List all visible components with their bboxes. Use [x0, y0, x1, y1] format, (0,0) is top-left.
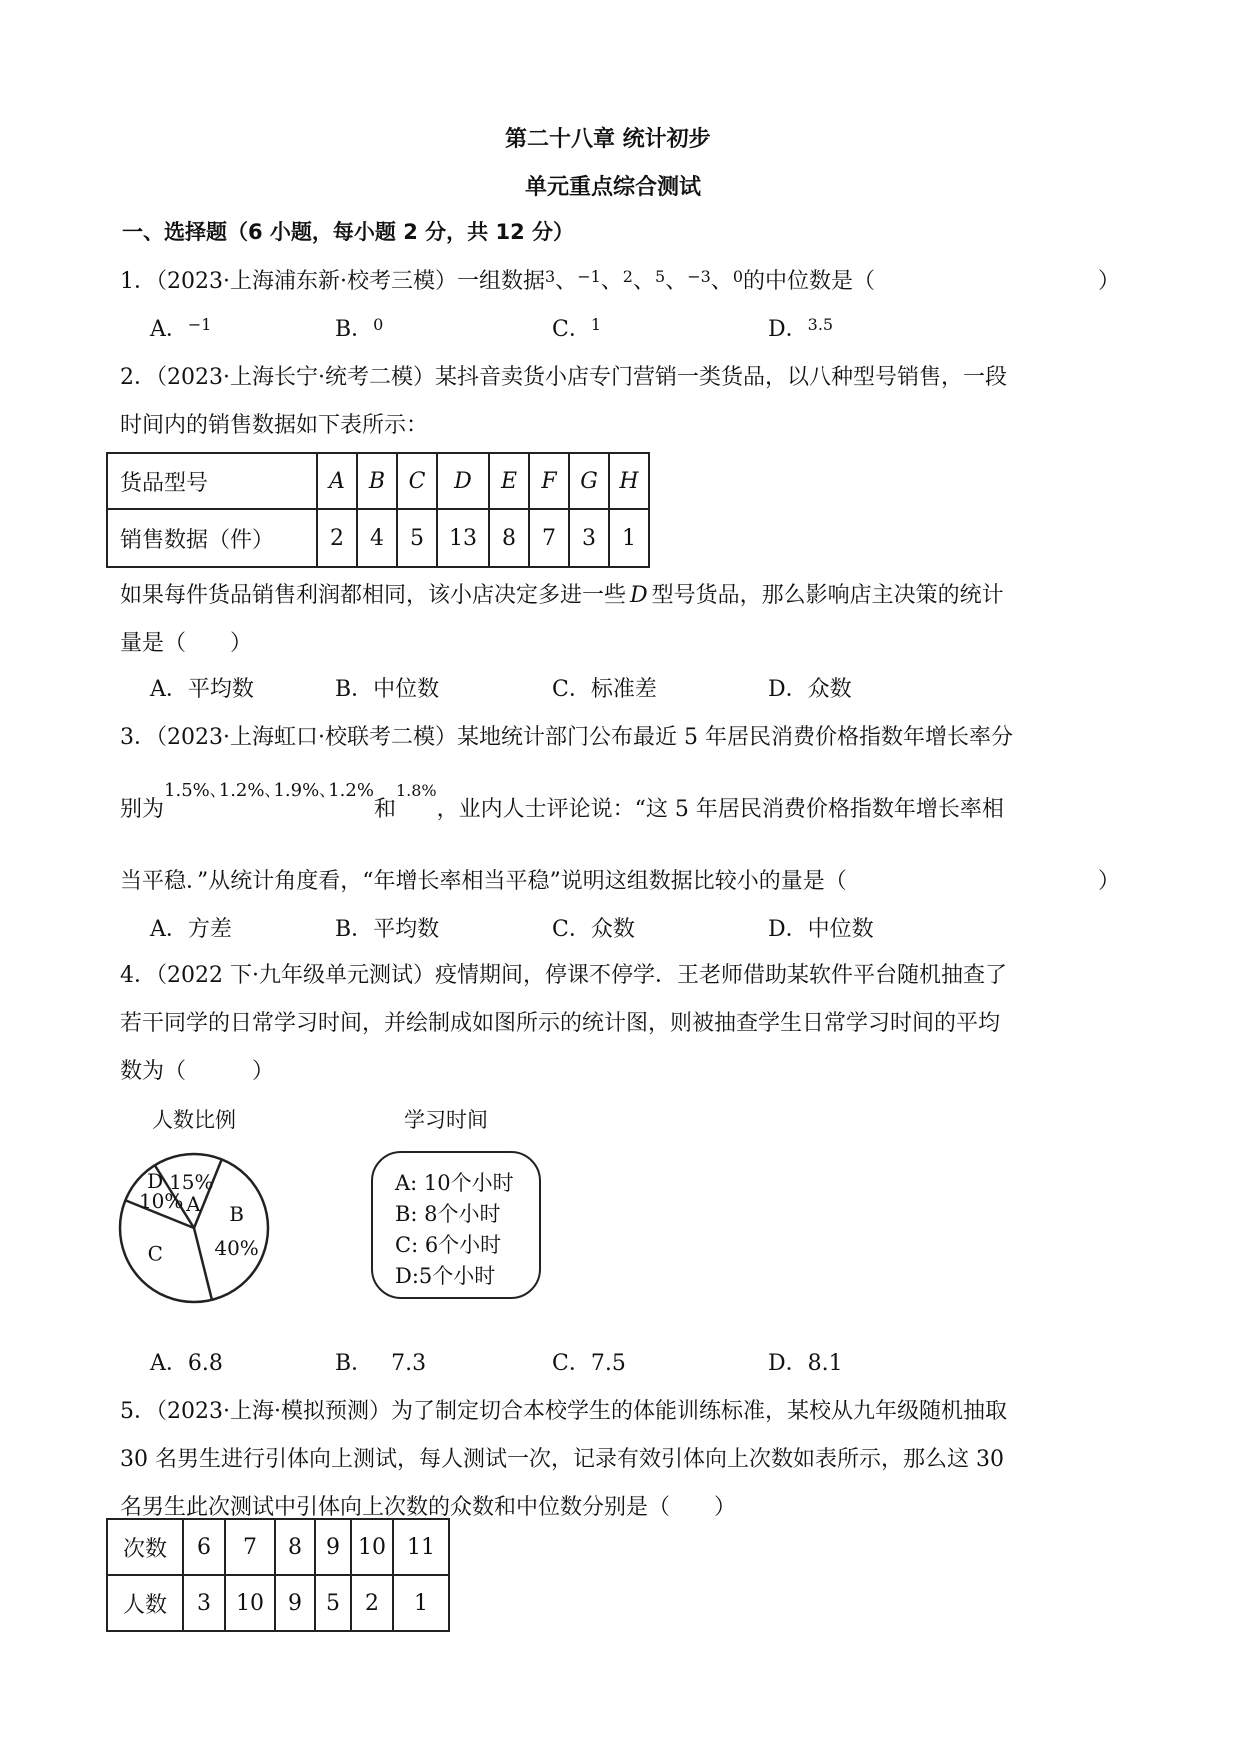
- q2-sales-h: 1: [609, 509, 649, 567]
- test-title: 单元重点综合测试: [525, 175, 702, 200]
- q2-line-3: 如果每件货品销售利润都相同，该小店决定多进一些 D 型号货品，那么影响店主决策的统计: [120, 583, 1004, 608]
- q4-line-1: 4．（2022 下·九年级单元测试）疫情期间，停课不停学．王老师借助某软件平台随机抽查了: [120, 963, 1007, 988]
- pie-slice-a-label: A: [186, 1192, 201, 1217]
- pie-slice-b-percent: 40%: [214, 1235, 259, 1260]
- q1-option-a[interactable]: A．$^{-1}$: [150, 315, 212, 342]
- q2-line-2: 时间内的销售数据如下表所示：: [120, 413, 429, 438]
- q5-line-2: 30 名男生进行引体向上测试，每人测试一次，记录有效引体向上次数如表所示，那么这 30: [120, 1447, 1004, 1472]
- q4-option-b[interactable]: B． 7.3: [335, 1351, 427, 1376]
- q1-data-5: −3: [687, 267, 711, 286]
- q2-line-4: 量是（ ）: [120, 631, 253, 656]
- q5-count-5: 10: [351, 1519, 393, 1575]
- q5-count-6: 11: [393, 1519, 449, 1575]
- q5-count-4: 9: [315, 1519, 351, 1575]
- q4-option-a[interactable]: A．6.8: [150, 1351, 223, 1376]
- q3-option-b[interactable]: B．平均数: [335, 917, 440, 942]
- q1-data-3: 2: [622, 267, 633, 286]
- q5-line-1: 5．（2023·上海·模拟预测）为了制定切合本校学生的体能训练标准，某校从九年级随机抽取: [120, 1399, 1007, 1424]
- q1-data-2: −1: [577, 267, 601, 286]
- q3-option-d[interactable]: D．中位数: [768, 917, 874, 942]
- q1-sep: 、: [710, 269, 733, 294]
- legend-item-b: B: 8个小时: [395, 1202, 501, 1226]
- q3-close-paren: ）: [1098, 869, 1121, 894]
- q4-line-3: 数为（ ）: [120, 1059, 275, 1084]
- q2-sales-f: 7: [529, 509, 569, 567]
- q2-sales-d: 13: [437, 509, 489, 567]
- legend-box: [371, 1151, 541, 1299]
- legend-item-a: A: 10个小时: [395, 1171, 514, 1195]
- q2-option-d[interactable]: D．众数: [768, 677, 852, 702]
- q3-rates: 1.5%､1.2%､1.9%､1.2%: [164, 780, 374, 801]
- q1-data-4: 5: [655, 267, 666, 286]
- q3-last-rate: 1.8%: [395, 781, 437, 800]
- q5-people-1: 3: [183, 1575, 225, 1631]
- q1-option-c[interactable]: C．$^1$: [552, 315, 602, 342]
- q3-option-a[interactable]: A．方差: [150, 917, 232, 942]
- legend-item-c: C: 6个小时: [395, 1233, 502, 1257]
- q2-sales-e: 8: [489, 509, 529, 567]
- q1-close-paren: ）: [1098, 269, 1121, 294]
- q2-line-1: 2．（2023·上海长宁·统考二模）某抖音卖货小店专门营销一类货品，以八种型号销售，一段: [120, 365, 1007, 390]
- pie-slice-a-percent: 15%: [169, 1170, 214, 1195]
- q1-sep: 、: [600, 269, 623, 294]
- q2-model-c: C: [397, 453, 437, 509]
- q4-option-d[interactable]: D．8.1: [768, 1351, 843, 1376]
- q1-data-6: 0: [732, 267, 743, 286]
- q5-table-header-people: 人数: [107, 1575, 183, 1631]
- q5-people-2: 10: [225, 1575, 275, 1631]
- q1-sep: 、: [555, 269, 578, 294]
- q1-suffix: 的中位数是（: [743, 269, 876, 294]
- pie-slice-d-label: D: [147, 1168, 164, 1193]
- q3-line-1: 3．（2023·上海虹口·校联考二模）某地统计部门公布最近 5 年居民消费价格指数年增长率分: [120, 725, 1013, 750]
- q2-table-header-model: 货品型号: [107, 453, 317, 509]
- pie-chart: [118, 1140, 296, 1318]
- q5-people-3: 9: [275, 1575, 315, 1631]
- legend-title: 学习时间: [404, 1108, 488, 1132]
- q2-sales-c: 5: [397, 509, 437, 567]
- q2-model-h: H: [609, 453, 649, 509]
- q1-stem: [120, 264, 875, 295]
- legend-item-d: D:5个小时: [395, 1264, 496, 1288]
- q2-option-a[interactable]: A．平均数: [150, 677, 254, 702]
- q2-table-header-sales: 销售数据（件）: [107, 509, 317, 567]
- q2-model-g: G: [569, 453, 609, 509]
- q2-model-e: E: [489, 453, 529, 509]
- q2-sales-a: 2: [317, 509, 357, 567]
- q4-option-c[interactable]: C．7.5: [552, 1351, 626, 1376]
- q1-data-1: 3: [544, 267, 556, 286]
- q5-table-header-count: 次数: [107, 1519, 183, 1575]
- q2-model-a: A: [317, 453, 357, 509]
- q3-line-3: 当平稳．”从统计角度看，“年增长率相当平稳”说明这组数据比较小的量是（: [120, 869, 847, 894]
- q2-model-f: F: [529, 453, 569, 509]
- q5-count-2: 7: [225, 1519, 275, 1575]
- q5-people-4: 5: [315, 1575, 351, 1631]
- q2-sales-b: 4: [357, 509, 397, 567]
- q1-option-d[interactable]: D．$^{3.5}$: [768, 315, 834, 342]
- q5-line-3: 名男生此次测试中引体向上次数的众数和中位数分别是（ ）: [120, 1495, 737, 1520]
- q2-sales-table: [106, 452, 650, 568]
- q5-count-3: 8: [275, 1519, 315, 1575]
- q5-people-6: 1: [393, 1575, 449, 1631]
- pie-slice-d-percent: 10%: [138, 1188, 184, 1213]
- q2-option-c[interactable]: C．标准差: [552, 677, 657, 702]
- q2-sales-g: 3: [569, 509, 609, 567]
- q3-option-c[interactable]: C．众数: [552, 917, 635, 942]
- pie-chart-title: 人数比例: [152, 1108, 236, 1132]
- q2-model-b: B: [357, 453, 397, 509]
- section-heading: 一、选择题（6 小题，每小题 2 分，共 12 分）: [122, 220, 575, 244]
- chapter-title: 第二十八章 统计初步: [505, 127, 711, 152]
- q1-sep: 、: [665, 269, 688, 294]
- q5-count-1: 6: [183, 1519, 225, 1575]
- q4-line-2: 若干同学的日常学习时间，并绘制成如图所示的统计图，则被抽查学生日常学习时间的平均: [120, 1011, 1001, 1036]
- q2-option-b[interactable]: B．中位数: [335, 677, 440, 702]
- q5-people-5: 2: [351, 1575, 393, 1631]
- pie-slice-c-label: C: [147, 1241, 163, 1266]
- q1-option-b[interactable]: B．$^0$: [335, 315, 384, 342]
- q3-line-2: 别为$^{1.5\%､1.2\%､1.9\%､1.2\%}$和$^{1.8\%}$，业内人士评论说：“这 5 年居民消费价格指数年增长率相: [120, 780, 1004, 822]
- q5-pullup-table: [106, 1518, 450, 1632]
- pie-slice-b-label: B: [229, 1201, 244, 1226]
- q2-model-d: D: [437, 453, 489, 509]
- q1-sep: 、: [632, 269, 655, 294]
- q1-prefix: 1．（2023·上海浦东新·校考三模）一组数据: [120, 269, 545, 294]
